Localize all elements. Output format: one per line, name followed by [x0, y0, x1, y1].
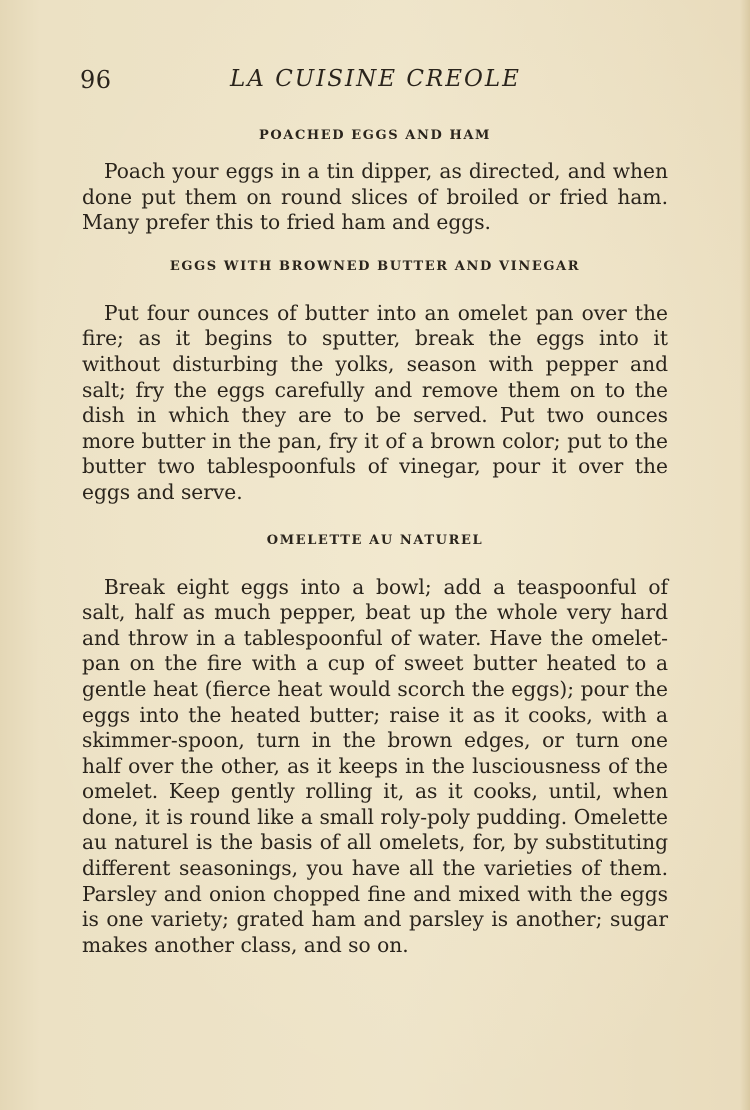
recipe-section	[82, 257, 668, 506]
section-body: Break eight eggs into a bowl; add a teaspoonful of salt, half as much pepper, beat up the whole very hard and throw in a tablespoonful of water. Have the omelet-pan on the fire with a cup of sweet butter heated to a gentle heat (fierce heat would scorch the eggs); pour the eggs into the heated butter; raise it as it cooks, with a skimmer-spoon, turn in the brown edges, or turn one half over the other, as it keeps in the lusciousness of the omelet. Keep gently rolling it, as it cooks, until, when done, it is round like a small roly-poly pudding. Omelette au naturel is the basis of all omelets, for, by substituting different seasonings, you have all the varieties of them. Parsley and onion chopped fine and mixed with the eggs is one variety; grated ham and parsley is another; sugar makes another class, and so on.	[82, 574, 668, 957]
running-head: LA CUISINE CREOLE	[230, 66, 521, 92]
section-body: Poach your eggs in a tin dipper, as directed, and when done put them on round slices of broiled or fried ham. Many prefer this to fried ham and eggs.	[82, 159, 668, 235]
recipe-section	[82, 126, 668, 236]
section-title: OMELETTE AU NATUREL	[266, 532, 484, 548]
page-content	[82, 126, 668, 958]
section-body: Put four ounces of butter into an omelet pan over the fire; as it begins to sputter, break the eggs into it without disturbing the yolks, season with pepper and salt; fry the eggs carefully and remove them on to the dish in which they are to be served. Put two ounces more butter in the pan, fry it of a brown color; put to the butter two tablespoonfuls of vinegar, pour it over the eggs and serve.	[82, 300, 668, 504]
page-number: 96	[80, 66, 112, 94]
page-header	[80, 66, 670, 106]
section-title: EGGS WITH BROWNED BUTTER AND VINEGAR	[169, 258, 581, 274]
recipe-section	[82, 531, 668, 959]
section-title: POACHED EGGS AND HAM	[258, 128, 492, 143]
